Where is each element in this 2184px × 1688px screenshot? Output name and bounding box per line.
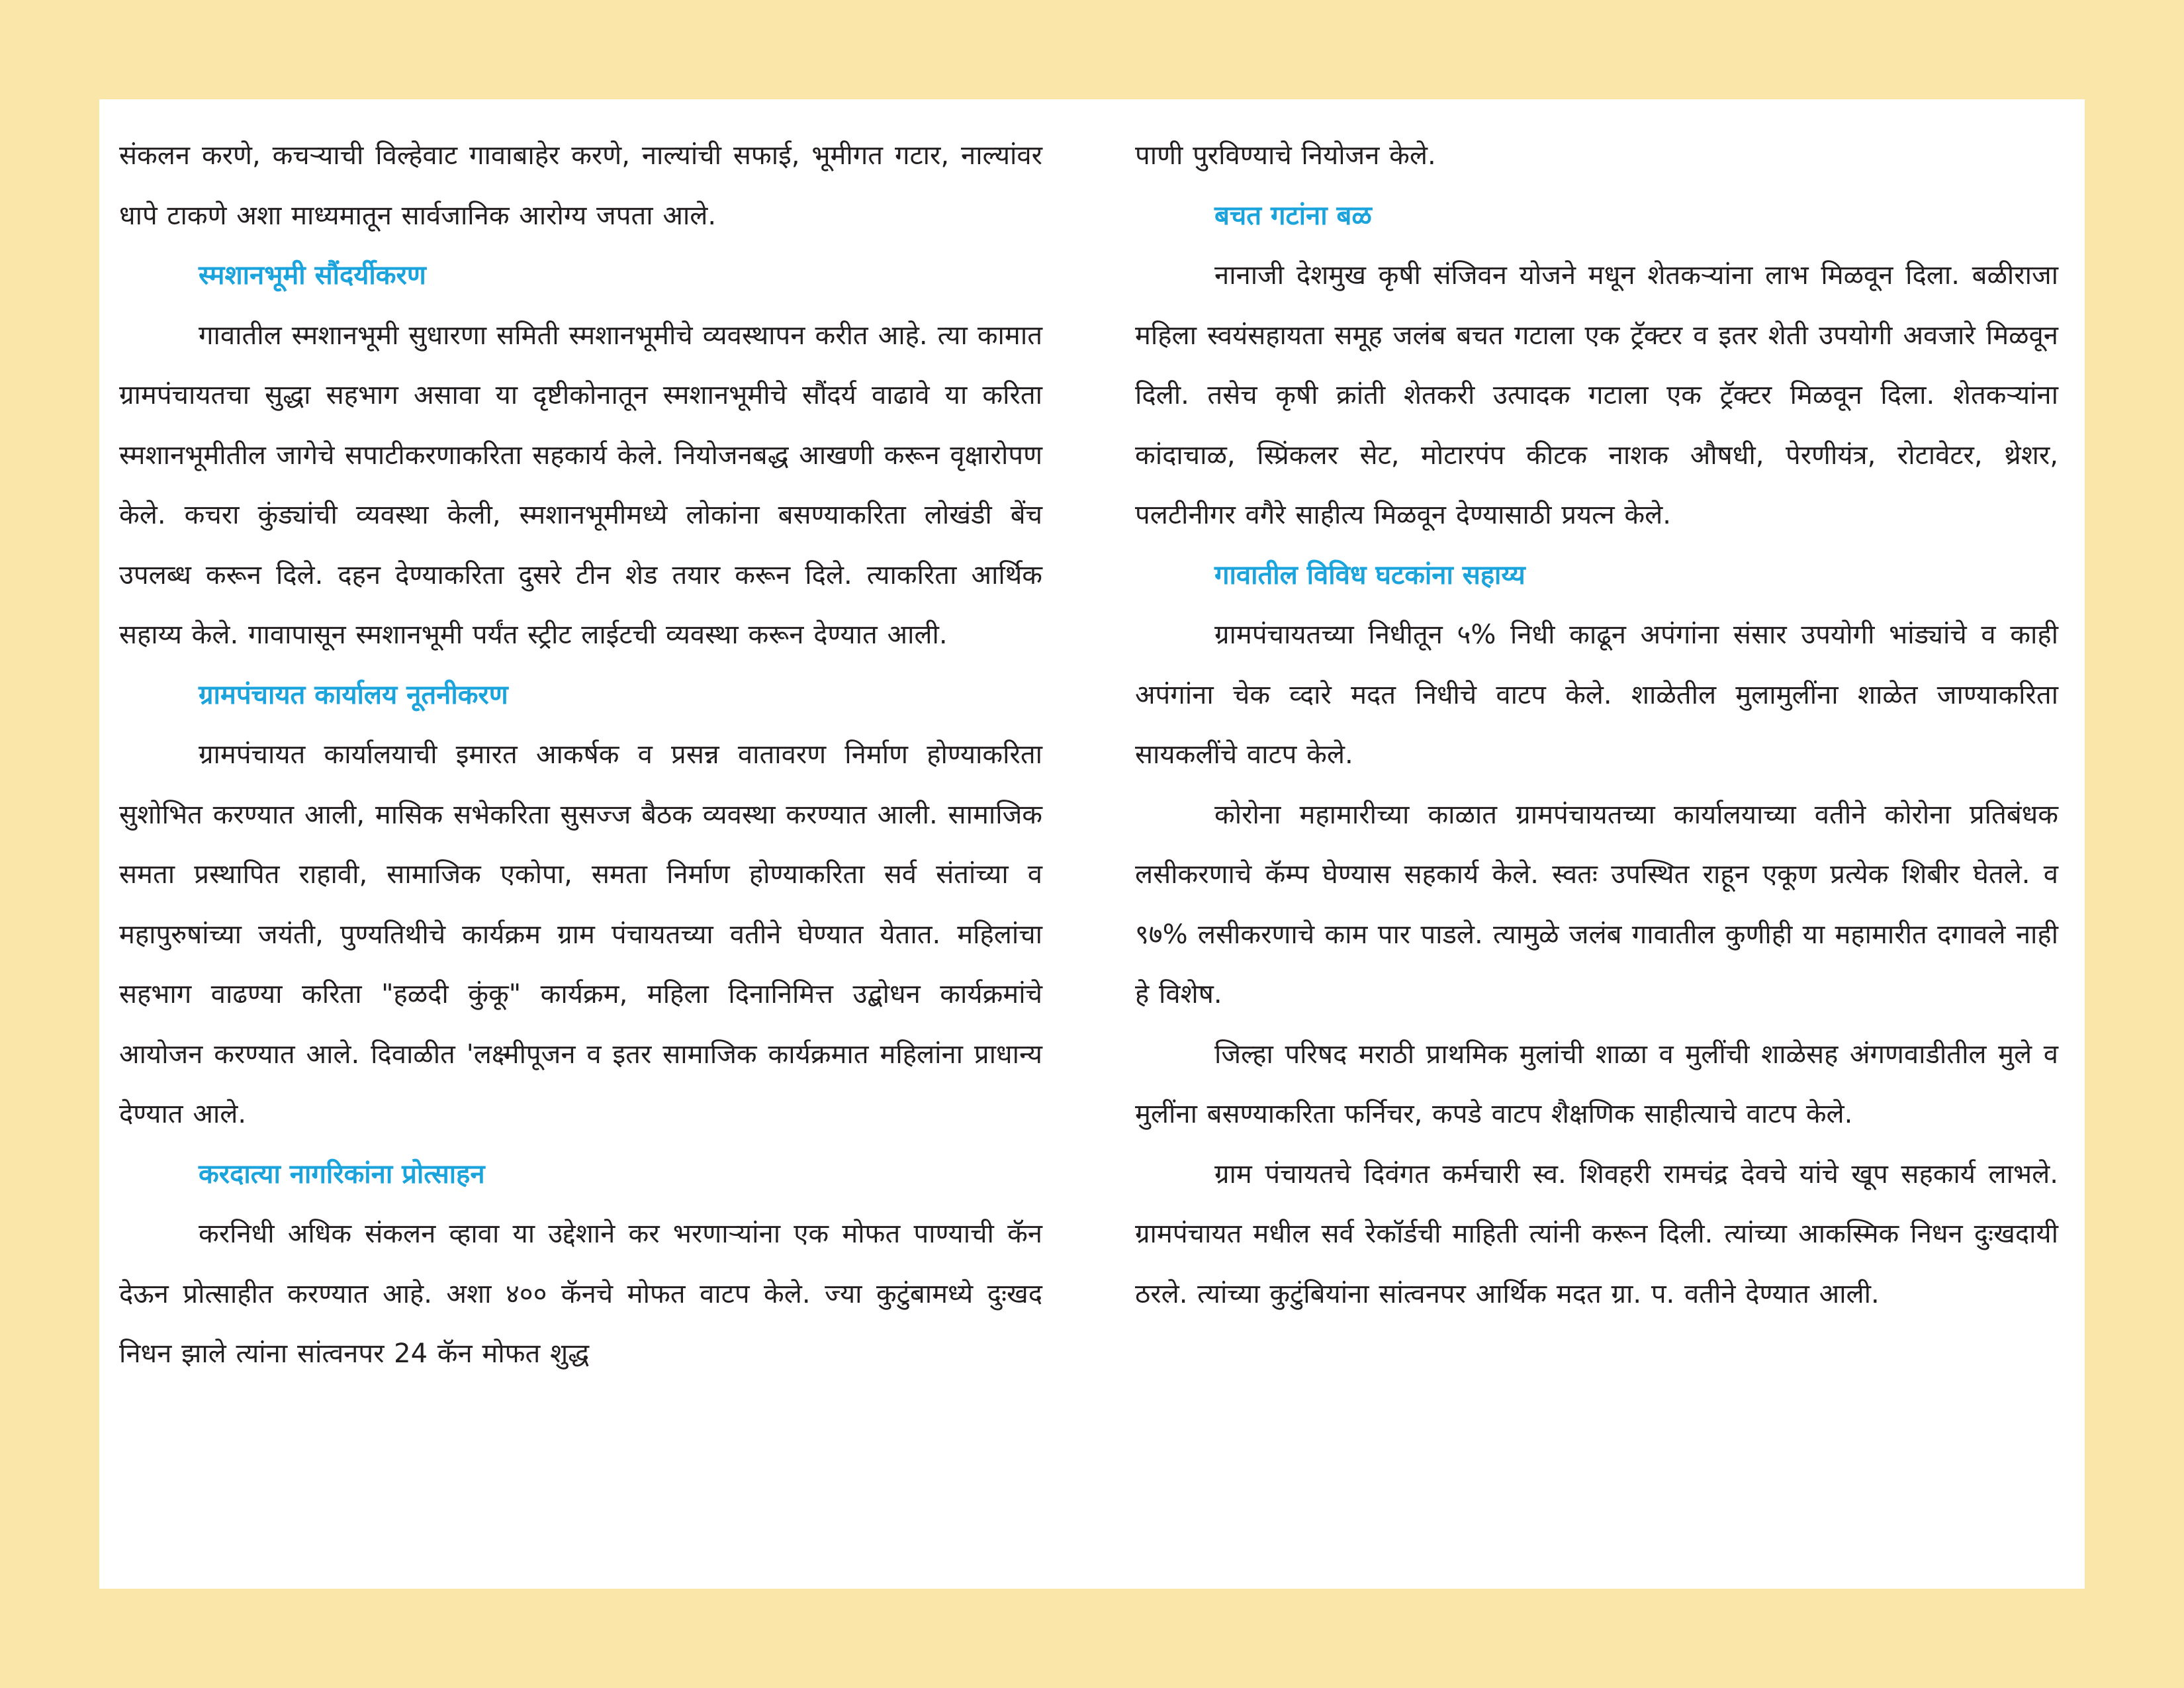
- covid-vaccination-paragraph: कोरोना महामारीच्या काळात ग्रामपंचायतच्या कार्यालयाच्या वतीने कोरोना प्रतिबंधक लसीकरणाचे कॅम्प घेण्यास सहकार्य केले. स्वतः उपस्थित राहून एकूण प्रत्येक शिबीर घेतले. व ९७% लसीकरणाचे काम पार पाडले. त्यामुळे जलंब गावातील कुणीही या महामारीत दगावले नाही हे विशेष.: [1135, 799, 2058, 1009]
- left-intro-paragraph: संकलन करणे, कचऱ्याची विल्हेवाट गावाबाहेर करणे, नाल्यांची सफाई, भूमीगत गटार, नाल्यांवर धापे टाकणे अशा माध्यमातून सार्वजानिक आरोग्य जपता आले.: [119, 140, 1042, 231]
- left-column: [119, 126, 1042, 1384]
- heading-office-renovation: ग्रामपंचायत कार्यालय नूतनीकरण: [199, 679, 508, 710]
- heading-self-help-groups: बचत गटांना बळ: [1214, 200, 1372, 231]
- right-column: [1135, 126, 2058, 1324]
- crematorium-paragraph: गावातील स्मशानभूमी सुधारणा समिती स्मशानभूमीचे व्यवस्थापन करीत आहे. त्या कामात ग्रामपंचायतचा सुद्धा सहभाग असावा या दृष्टीकोनातून स्मशानभूमीचे सौंदर्य वाढावे या करिता स्मशानभूमीतील जागेचे सपाटीकरणाकरिता सहकार्य केले. नियोजनबद्ध आखणी करून वृक्षारोपण केले. कचरा कुंड्यांची व्यवस्था केली, स्मशानभूमीमध्ये लोकांना बसण्याकरिता लोखंडी बेंच उपलब्ध करून दिले. दहन देण्याकरिता दुसरे टीन शेड तयार करून दिले. त्याकरिता आर्थिक सहाय्य केले. गावापासून स्मशानभूमी पर्यंत स्ट्रीट लाईटची व्यवस्था करून देण्यात आली.: [119, 320, 1042, 650]
- self-help-groups-paragraph: नानाजी देशमुख कृषी संजिवन योजने मधून शेतकऱ्यांना लाभ मिळवून दिला. बळीराजा महिला स्वयंसहायता समूह जलंब बचत गटाला एक ट्रॅक्टर व इतर शेती उपयोगी अवजारे मिळवून दिली. तसेच कृषी क्रांती शेतकरी उत्पादक गटाला एक ट्रॅक्टर मिळवून दिला. शेतकऱ्यांना कांदाचाळ, स्प्रिंकलर सेट, मोटारपंप कीटक नाशक औषधी, पेरणीयंत्र, रोटावेटर, थ्रेशर, पलटीनीगर वगैरे साहीत्य मिळवून देण्यासाठी प्रयत्न केले.: [1135, 260, 2058, 530]
- heading-crematorium-beautification: स्मशानभूमी सौंदर्यीकरण: [199, 260, 426, 291]
- document-page: [99, 99, 2085, 1589]
- school-furniture-paragraph: जिल्हा परिषद मराठी प्राथमिक मुलांची शाळा व मुलींची शाळेसह अंगणवाडीतील मुले व मुलींना बसण्याकरिता फर्निचर, कपडे वाटप शैक्षणिक साहीत्याचे वाटप केले.: [1135, 1039, 2058, 1129]
- right-intro-paragraph: पाणी पुरविण्याचे नियोजन केले.: [1135, 140, 1436, 171]
- office-renovation-paragraph: ग्रामपंचायत कार्यालयाची इमारत आकर्षक व प्रसन्न वातावरण निर्माण होण्याकरिता सुशोभित करण्यात आली, मासिक सभेकरिता सुसज्ज बैठक व्यवस्था करण्यात आली. सामाजिक समता प्रस्थापित राहावी, सामाजिक एकोपा, समता निर्माण होण्याकरिता सर्व संतांच्या व महापुरुषांच्या जयंती, पुण्यतिथीचे कार्यक्रम ग्राम पंचायतच्या वतीने घेण्यात येतात. महिलांचा सहभाग वाढण्या करिता "हळदी कुंकू" कार्यक्रम, महिला दिनानिमित्त उद्बोधन कार्यक्रमांचे आयोजन करण्यात आले. दिवाळीत 'लक्ष्मीपूजन व इतर सामाजिक कार्यक्रमात महिलांना प्राधान्य देण्यात आले.: [119, 739, 1042, 1129]
- employee-tribute-paragraph: ग्राम पंचायतचे दिवंगत कर्मचारी स्व. शिवहरी रामचंद्र देवचे यांचे खूप सहकार्य लाभले. ग्रामपंचायत मधील सर्व रेकॉर्डची माहिती त्यांनी करून दिली. त्यांच्या आकस्मिक निधन दुःखदायी ठरले. त्यांच्या कुटुंबियांना सांत्वनपर आर्थिक मदत ग्रा. प. वतीने देण्यात आली.: [1135, 1158, 2058, 1309]
- disability-aid-paragraph: ग्रामपंचायतच्या निधीतून ५% निधी काढून अपंगांना संसार उपयोगी भांड्यांचे व काही अपंगांना चेक व्दारे मदत निधीचे वाटप केले. शाळेतील मुलामुलींना शाळेत जाण्याकरिता सायकलींचे वाटप केले.: [1135, 620, 2058, 770]
- heading-taxpayer-incentive: करदात्या नागरिकांना प्रोत्साहन: [199, 1158, 485, 1190]
- heading-village-assistance: गावातील विविध घटकांना सहाय्य: [1214, 559, 1525, 590]
- taxpayer-paragraph: करनिधी अधिक संकलन व्हावा या उद्देशाने कर भरणाऱ्यांना एक मोफत पाण्याची कॅन देऊन प्रोत्साहीत करण्यात आहे. अशा ४०० कॅनचे मोफत वाटप केले. ज्या कुटुंबामध्ये दुःखद निधन झाले त्यांना सांत्वनपर 24 कॅन मोफत शुद्ध: [119, 1219, 1042, 1369]
